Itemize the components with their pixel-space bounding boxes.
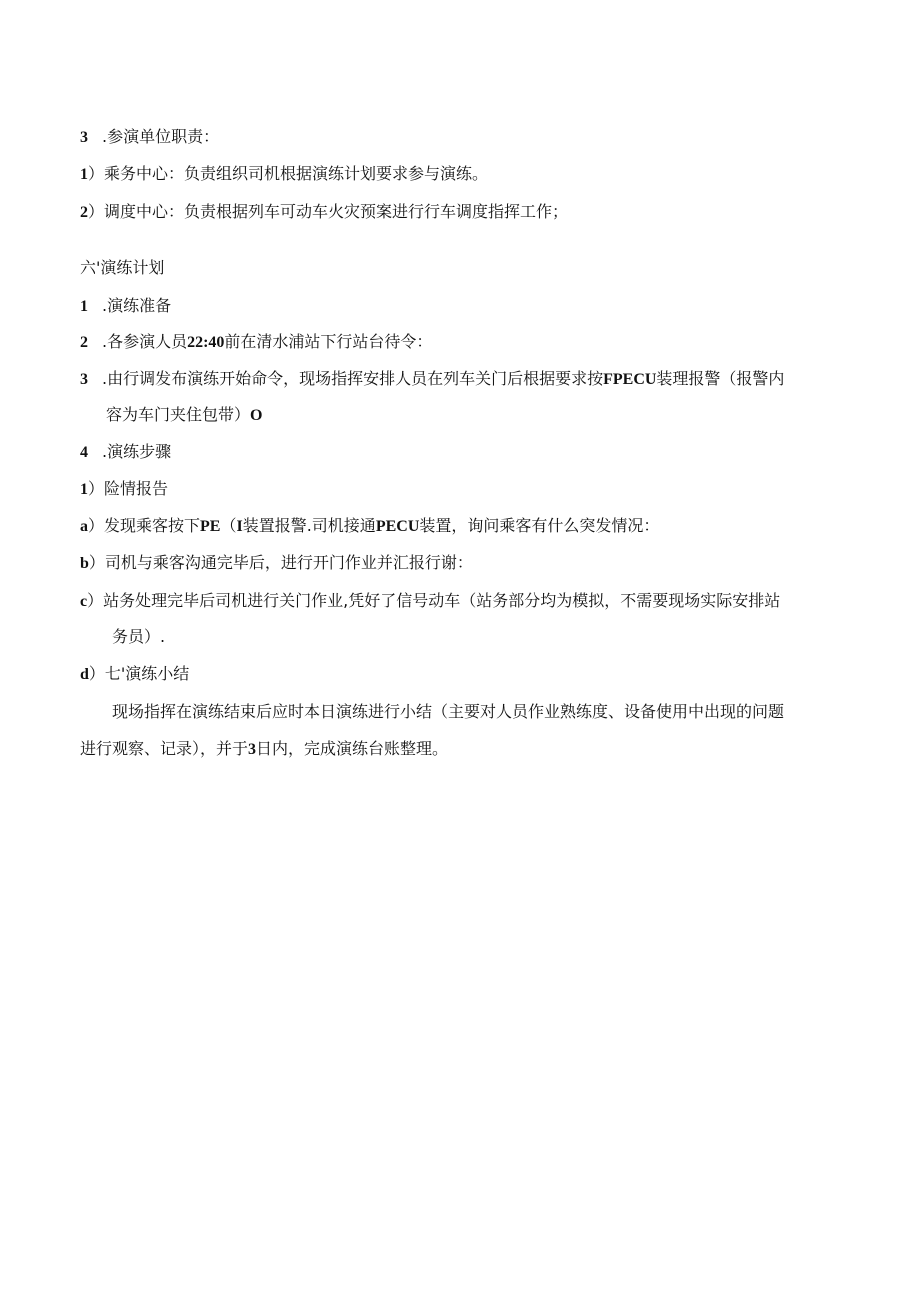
item-text: .演练准备 (102, 296, 172, 315)
device-code: PECU (375, 518, 420, 535)
device-code: I (236, 518, 243, 535)
section-heading-drill-plan (80, 257, 164, 279)
item-number: c (80, 593, 88, 610)
item-number: 3 (80, 371, 88, 388)
time-value: 22:40 (187, 334, 225, 351)
item-number: 2 (80, 334, 88, 351)
item-number: 4 (80, 444, 88, 461)
list-item (80, 663, 189, 686)
item-text: （ (220, 516, 237, 535)
list-item (80, 331, 432, 354)
paragraph-text: 日内，完成演练台账整理。 (256, 739, 449, 758)
item-number: a (80, 518, 88, 535)
item-text: .参演单位职责： (102, 127, 220, 146)
item-text: ）险情报告 (88, 479, 169, 498)
paragraph-first-line (112, 701, 784, 723)
heading-text: 六'演练计划 (80, 258, 165, 277)
item-text: 容为车门夹住包带） (106, 405, 251, 424)
item-number: b (80, 555, 89, 572)
item-text: ）发现乘客按下 (88, 516, 201, 535)
item-number: 1 (80, 166, 88, 183)
item-text: .演练步骤 (102, 442, 172, 461)
item-text: 装理报警（报警内 (656, 369, 785, 388)
list-item (80, 478, 168, 501)
item-number: 1 (80, 481, 88, 498)
paragraph-text: 进行观察、记录），并于 (80, 739, 249, 758)
item-text: .由行调发布演练开始命令，现场指挥安排人员在列车关门后根据要求按 (102, 369, 604, 388)
device-code: FPECU (603, 371, 657, 388)
item-text: ）乘务中心：负责组织司机根据演练计划要求参与演练。 (88, 164, 489, 183)
item-text-bold: O (250, 407, 263, 424)
item-text: 装置报警.司机接通 (242, 516, 376, 535)
list-item (80, 163, 488, 186)
item-number: d (80, 666, 89, 683)
list-item (80, 552, 473, 575)
list-item-continuation (112, 626, 165, 648)
item-text: 装置，询问乘客有什么突发情况： (419, 516, 660, 535)
item-text: ）七'演练小结 (88, 664, 190, 683)
item-text: .各参演人员 (102, 332, 188, 351)
item-text: ）站务处理完毕后司机进行关门作业,凭好了信号动车（站务部分均为模拟，不需要现场实际安排站 (87, 591, 781, 610)
list-item-continuation (106, 404, 262, 427)
list-item (80, 441, 171, 464)
list-item (80, 590, 780, 613)
item-text: 务员）. (112, 627, 166, 646)
list-item (80, 368, 784, 391)
list-item (80, 201, 568, 224)
item-number: 2 (80, 204, 88, 221)
item-text: ）司机与乘客沟通完毕后，进行开门作业并汇报行谢： (88, 553, 473, 572)
paragraph-text: 现场指挥在演练结束后应时本日演练进行小结（主要对人员作业熟练度、设备使用中出现的问题 (112, 702, 785, 721)
item-number: 1 (80, 298, 88, 315)
list-item (80, 515, 659, 538)
item-text: 前在清水浦站下行站台待令： (224, 332, 433, 351)
paragraph-line (80, 738, 448, 761)
day-count: 3 (248, 741, 257, 758)
device-code: PE (200, 518, 221, 535)
item-text: ）调度中心：负责根据列车可动车火灾预案进行行车调度指挥工作； (88, 202, 569, 221)
section-heading-participant-duties (80, 126, 219, 149)
item-number: 3 (80, 129, 88, 146)
list-item (80, 295, 171, 318)
